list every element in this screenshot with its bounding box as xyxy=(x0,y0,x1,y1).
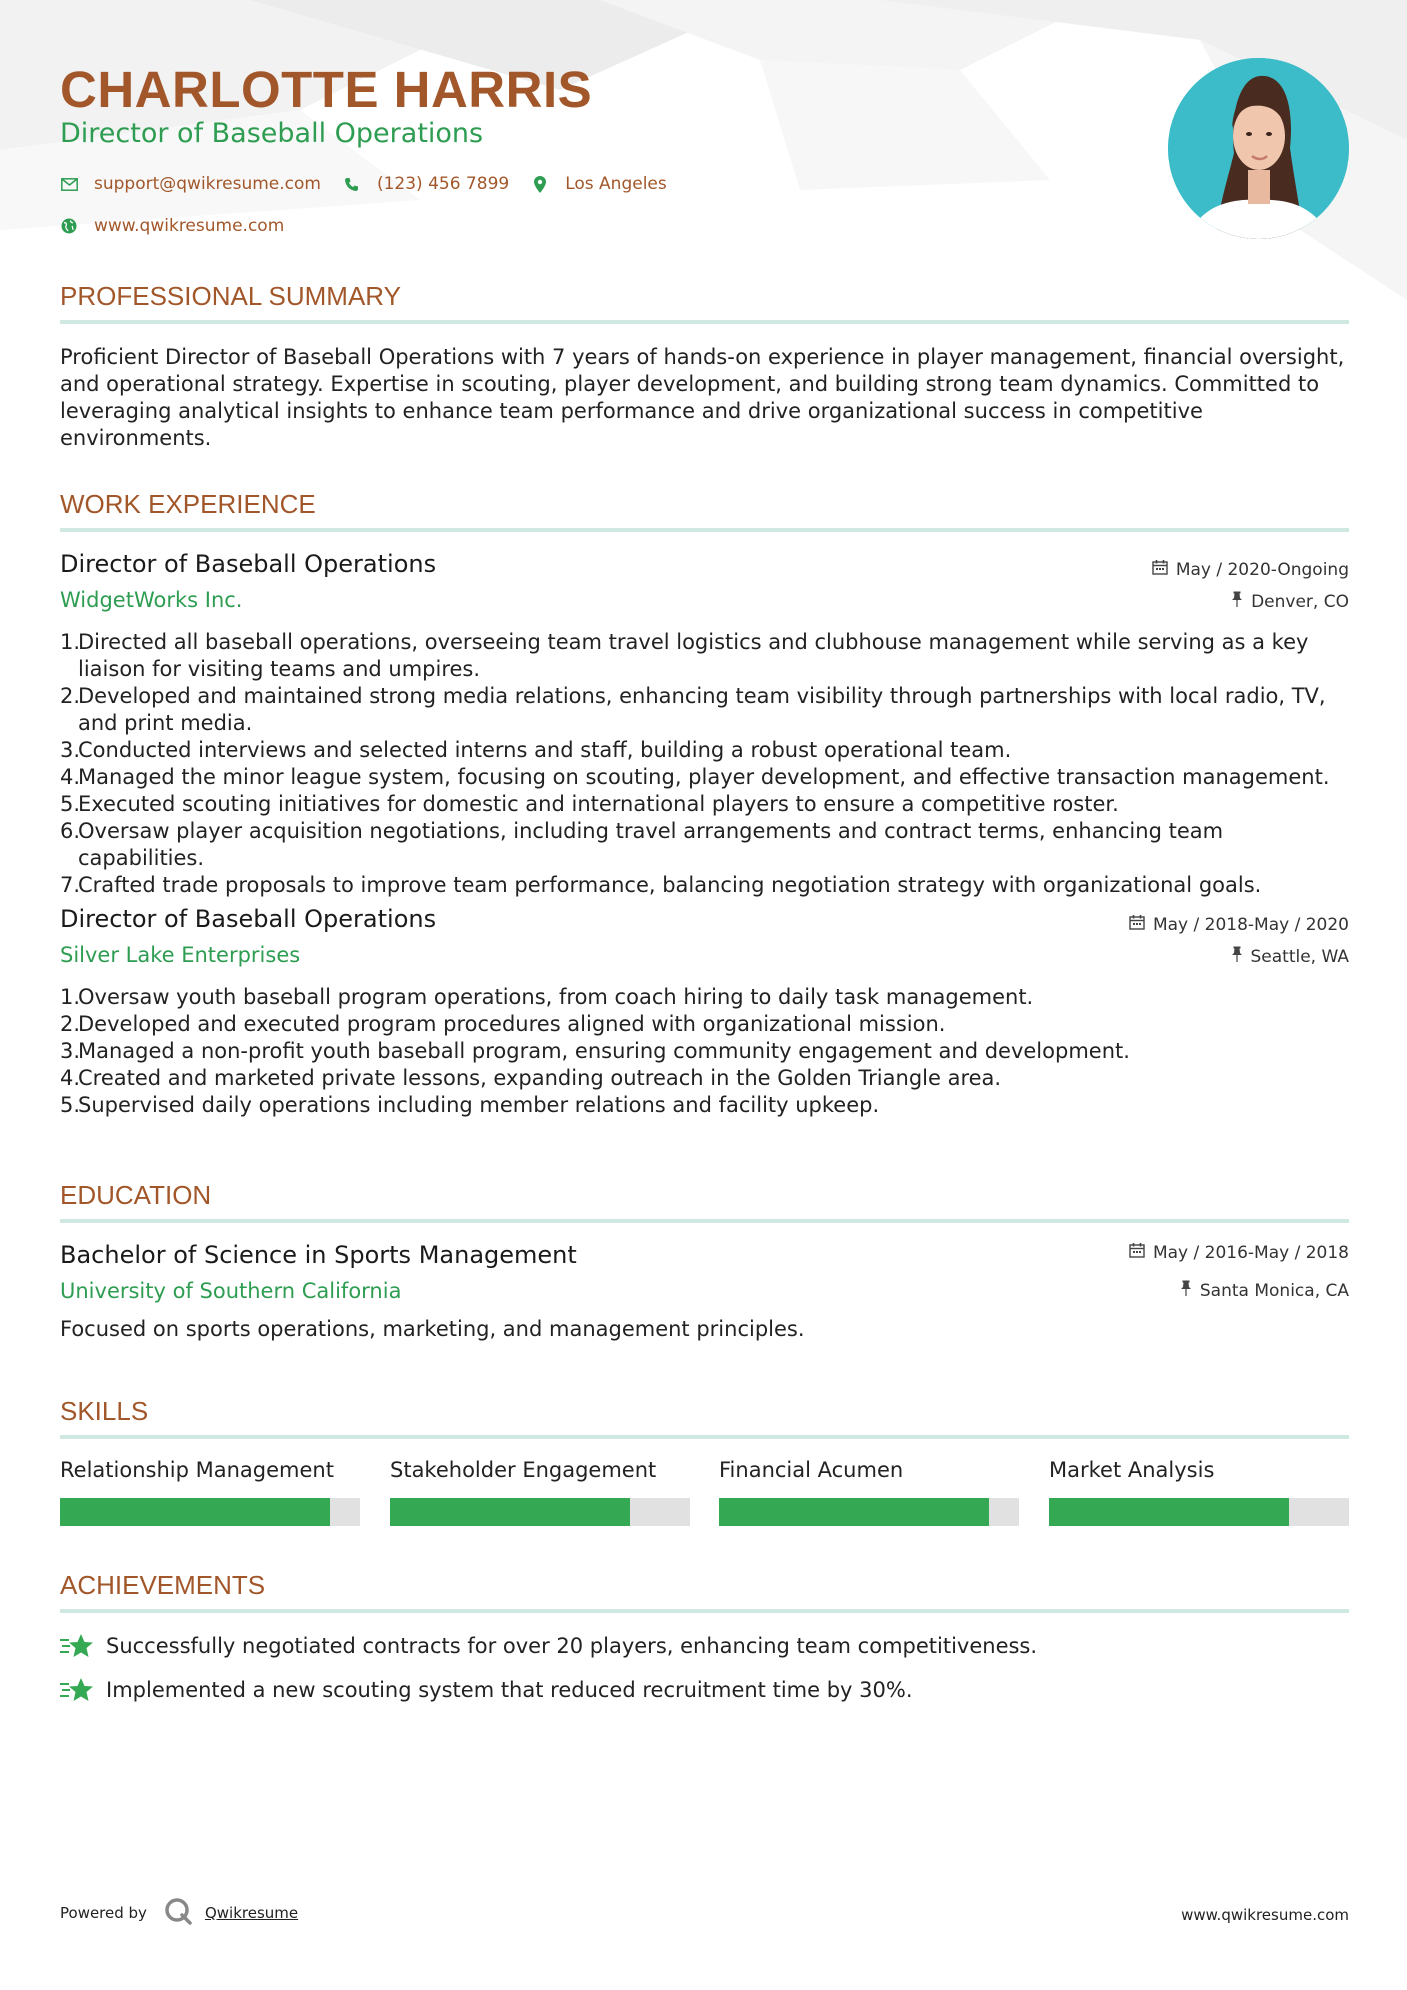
job-dates-text: May / 2018-May / 2020 xyxy=(1152,914,1349,935)
list-item: 5. Executed scouting initiatives for domestic and international players to ensure a competitive roster. xyxy=(60,792,1119,816)
education-description: Focused on sports operations, marketing, and management principles. xyxy=(60,1317,805,1341)
summary-divider xyxy=(60,320,1349,324)
achievements-heading: ACHIEVEMENTS xyxy=(60,1570,266,1600)
skill-item xyxy=(1049,1458,1349,1526)
degree-title: Bachelor of Science in Sports Management xyxy=(60,1241,577,1269)
job-location-text: Seattle, WA xyxy=(1250,946,1349,967)
school-name: University of Southern California xyxy=(60,1279,402,1303)
contact-row-1 xyxy=(60,174,689,194)
achievement-text: Successfully negotiated contracts for over 20 players, enhancing team competitiveness. xyxy=(106,1634,1038,1658)
education-location-text: Santa Monica, CA xyxy=(1199,1280,1349,1301)
skill-name: Stakeholder Engagement xyxy=(390,1458,657,1482)
profile-photo xyxy=(1168,58,1349,239)
phone-icon xyxy=(343,175,361,193)
achievement-item xyxy=(60,1632,1037,1660)
education-dates xyxy=(1129,1242,1349,1263)
skill-bar-fill xyxy=(60,1498,330,1526)
achievement-item xyxy=(60,1676,913,1704)
list-item: 1. Oversaw youth baseball program operations, from coach hiring to daily task management. xyxy=(60,985,1034,1009)
calendar-icon xyxy=(1129,914,1145,935)
education-location xyxy=(1180,1280,1349,1301)
list-item: 1. Directed all baseball operations, overseeing team travel logistics and clubhouse management while serving as a key liaison for visiting teams and umpires. xyxy=(60,630,1309,681)
candidate-role: Director of Baseball Operations xyxy=(60,118,484,149)
pushpin-icon xyxy=(1231,946,1243,967)
powered-by-label: Powered by xyxy=(60,1904,147,1922)
summary-text: Proficient Director of Baseball Operations with 7 years of hands-on experience in player management, financial oversight, and operational strategy. Expertise in scouting, player development, and building strong team dynamics. Committed to leveraging analytical insights to enhance team performance and drive organizational success in competitive environments. xyxy=(60,345,1345,450)
website-link[interactable]: www.qwikresume.com xyxy=(94,216,285,236)
experience-heading: WORK EXPERIENCE xyxy=(60,489,316,519)
star-badge-icon xyxy=(60,1676,94,1704)
summary-heading: PROFESSIONAL SUMMARY xyxy=(60,281,401,311)
skill-name: Market Analysis xyxy=(1049,1458,1215,1482)
calendar-icon xyxy=(1152,559,1168,580)
globe-icon xyxy=(60,217,78,235)
job-company: WidgetWorks Inc. xyxy=(60,588,243,612)
list-item: 2. Developed and maintained strong media relations, enhancing team visibility through partnerships with local radio, TV, and print media. xyxy=(60,684,1326,735)
list-item: 2. Developed and executed program procedures aligned with organizational mission. xyxy=(60,1012,946,1036)
list-item: 3. Conducted interviews and selected interns and staff, building a robust operational team. xyxy=(60,738,1012,762)
pushpin-icon xyxy=(1231,591,1243,612)
achievement-text: Implemented a new scouting system that reduced recruitment time by 30%. xyxy=(106,1678,913,1702)
skill-bar xyxy=(1049,1498,1349,1526)
list-item: 5. Supervised daily operations including member relations and facility upkeep. xyxy=(60,1093,880,1117)
envelope-icon xyxy=(60,175,78,193)
qwikresume-logo-icon xyxy=(163,1896,193,1930)
skill-bar-fill xyxy=(390,1498,630,1526)
job-location-text: Denver, CO xyxy=(1251,591,1349,612)
job-location xyxy=(1231,946,1350,967)
skill-name: Financial Acumen xyxy=(719,1458,904,1482)
skill-bar xyxy=(390,1498,690,1526)
skills-heading: SKILLS xyxy=(60,1396,149,1426)
calendar-icon xyxy=(1129,1242,1145,1263)
job-company: Silver Lake Enterprises xyxy=(60,943,301,967)
phone-number[interactable]: (123) 456 7899 xyxy=(376,174,510,194)
list-item: 4. Created and marketed private lessons, expanding outreach in the Golden Triangle area. xyxy=(60,1066,1002,1090)
list-item: 3. Managed a non-profit youth baseball program, ensuring community engagement and development. xyxy=(60,1039,1130,1063)
job-location xyxy=(1231,591,1349,612)
skills-divider xyxy=(60,1435,1349,1439)
email-link[interactable]: support@qwikresume.com xyxy=(94,174,321,194)
skill-bar-fill xyxy=(1049,1498,1289,1526)
job-bullet-list xyxy=(60,629,1349,899)
skill-bar-fill xyxy=(719,1498,989,1526)
footer-powered-by xyxy=(60,1896,298,1930)
job-title: Director of Baseball Operations xyxy=(60,550,437,578)
list-item: 4. Managed the minor league system, focusing on scouting, player development, and effective transaction management. xyxy=(60,765,1330,789)
qwikresume-brand-link[interactable]: Qwikresume xyxy=(204,1904,299,1922)
skill-bar xyxy=(719,1498,1019,1526)
pushpin-icon xyxy=(1180,1280,1192,1301)
education-heading: EDUCATION xyxy=(60,1180,212,1210)
job-title: Director of Baseball Operations xyxy=(60,905,437,933)
job-bullet-list xyxy=(60,984,1349,1119)
education-divider xyxy=(60,1219,1349,1223)
footer-website-link[interactable]: www.qwikresume.com xyxy=(1181,1906,1349,1924)
skill-item xyxy=(719,1458,1019,1526)
map-marker-icon xyxy=(531,175,549,193)
job-dates xyxy=(1152,559,1349,580)
skill-item xyxy=(60,1458,360,1526)
star-badge-icon xyxy=(60,1632,94,1660)
candidate-name: CHARLOTTE HARRIS xyxy=(60,61,593,118)
job-dates xyxy=(1129,914,1349,935)
experience-divider xyxy=(60,528,1349,532)
skill-name: Relationship Management xyxy=(60,1458,334,1482)
achievements-divider xyxy=(60,1609,1349,1613)
skill-item xyxy=(390,1458,690,1526)
contact-row-2 xyxy=(60,216,306,236)
location-text: Los Angeles xyxy=(565,174,667,194)
list-item: 7. Crafted trade proposals to improve team performance, balancing negotiation strategy with organizational goals. xyxy=(60,873,1262,897)
list-item: 6. Oversaw player acquisition negotiations, including travel arrangements and contract terms, enhancing team capabilities. xyxy=(60,819,1224,870)
skill-bar xyxy=(60,1498,360,1526)
job-dates-text: May / 2020-Ongoing xyxy=(1175,559,1349,580)
education-dates-text: May / 2016-May / 2018 xyxy=(1152,1242,1349,1263)
